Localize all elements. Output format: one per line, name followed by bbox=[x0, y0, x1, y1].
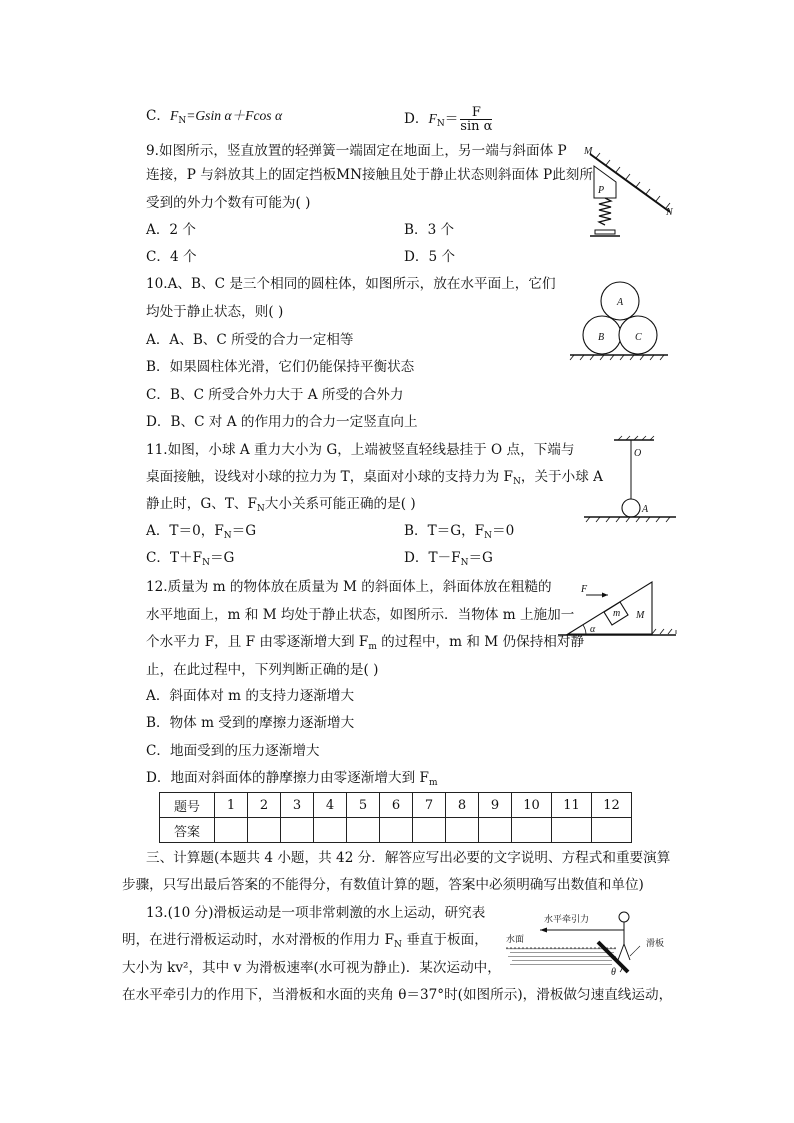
q10-option-a: A．A、B、C 所受的合力一定相等 bbox=[146, 332, 354, 348]
question-number-cell: 2 bbox=[248, 793, 281, 818]
q10-figure bbox=[566, 280, 670, 362]
q9-stem-line1: 9.如图所示，竖直放置的轻弹簧一端固定在地面上，另一端与斜面体 P bbox=[146, 143, 567, 159]
answer-cell bbox=[281, 818, 314, 843]
question-number-cell: 5 bbox=[347, 793, 380, 818]
q12-label-big-m: M bbox=[636, 610, 645, 621]
question-number-cell: 8 bbox=[446, 793, 479, 818]
q10-option-d: D．B、C 对 A 的作用力的合力一定竖直向上 bbox=[146, 414, 418, 430]
q12-label-f: F bbox=[581, 584, 588, 595]
q8-option-d: D．$F_N=$ $\frac{F}{\text{sin α}}$ bbox=[404, 105, 493, 134]
q12-option-c: C．地面受到的压力逐渐增大 bbox=[146, 743, 320, 759]
question-number-cell: 4 bbox=[314, 793, 347, 818]
q10-option-b: B．如果圆柱体光滑，它们仍能保持平衡状态 bbox=[146, 359, 415, 375]
answer-cell bbox=[413, 818, 446, 843]
section3-heading-line1: 三、计算题(本题共 4 小题，共 42 分．解答应写出必要的文字说明、方程式和重要演算 bbox=[146, 850, 671, 866]
q12-stem-line4: 止，在此过程中，下列判断正确的是( ) bbox=[146, 662, 379, 678]
q9-option-a: A．2 个 bbox=[146, 222, 196, 238]
q9-label-m: M bbox=[584, 146, 593, 157]
q12-stem-line2: 水平地面上，m 和 M 均处于静止状态，如图所示．当物体 m 上施加一 bbox=[146, 607, 575, 623]
q11-stem-line1: 11.如图，小球 A 重力大小为 G，上端被竖直轻线悬挂于 O 点，下端与 bbox=[146, 442, 575, 458]
q13-stem-line4: 在水平牵引力的作用下，当滑板和水面的夹角 θ＝37°时(如图所示)，滑板做匀速直线运动， bbox=[122, 987, 673, 1003]
q12-label-alpha: α bbox=[590, 624, 596, 635]
answer-cell bbox=[552, 818, 592, 843]
q12-option-b: B．物体 m 受到的摩擦力逐渐增大 bbox=[146, 715, 355, 731]
answer-cell bbox=[479, 818, 512, 843]
q9-option-b: B．3 个 bbox=[404, 222, 455, 238]
q10-stem-line1: 10.A、B、C 是三个相同的圆柱体，如图所示，放在水平面上，它们 bbox=[146, 276, 556, 292]
question-number-cell: 12 bbox=[592, 793, 632, 818]
question-number-cell: 3 bbox=[281, 793, 314, 818]
q9-stem-line3: 受到的外力个数有可能为( ) bbox=[146, 195, 311, 211]
question-number-cell: 7 bbox=[413, 793, 446, 818]
answer-table-answer-row bbox=[160, 818, 632, 843]
q10-label-a: A bbox=[617, 297, 624, 308]
q10-stem-line2: 均处于静止状态，则( ) bbox=[146, 304, 284, 320]
q9-stem-line2: 连接，P 与斜放其上的固定挡板MN接触且处于静止状态则斜面体 P此刻所 bbox=[146, 167, 593, 183]
q9-option-d: D．5 个 bbox=[404, 249, 456, 265]
answer-cell bbox=[446, 818, 479, 843]
q10-label-b: B bbox=[598, 332, 605, 343]
q13-label-pull-force: 水平牵引力 bbox=[544, 915, 590, 925]
answer-table-row-label: 答案 bbox=[160, 818, 215, 843]
q10-option-c: C．B、C 所受合外力大于 A 所受的合外力 bbox=[146, 387, 404, 403]
q13-stem-line3: 大小为 kv²，其中 v 为滑板速率(水可视为静止)．某次运动中， bbox=[122, 960, 501, 976]
q11-option-a: A．T＝0，$F_N=G$ bbox=[146, 523, 257, 541]
question-number-cell: 6 bbox=[380, 793, 413, 818]
q12-option-a: A．斜面体对 m 的支持力逐渐增大 bbox=[146, 688, 355, 704]
q12-stem-line3: 个水平力 F，且 F 由零逐渐增大到 $F_m$ 的过程中，m 和 M 仍保持相对静 bbox=[146, 634, 585, 652]
answer-cell bbox=[215, 818, 248, 843]
q11-stem-line2: 桌面接触，设线对小球的拉力为 T，桌面对小球的支持力为 $F_N$，关于小球 A bbox=[146, 469, 603, 487]
q13-label-board: 滑板 bbox=[646, 939, 665, 949]
q13-stem-line1: 13.(10 分)滑板运动是一项非常刺激的水上运动，研究表 bbox=[146, 905, 486, 921]
q13-label-theta: θ bbox=[611, 967, 616, 978]
q11-figure bbox=[582, 436, 678, 524]
answer-cell bbox=[380, 818, 413, 843]
q8-option-c: C．$F_N=Gsin$ α＋Fcos α bbox=[146, 108, 283, 126]
question-number-cell: 11 bbox=[552, 793, 592, 818]
q10-label-c: C bbox=[635, 332, 642, 343]
answer-table-header-label: 题号 bbox=[160, 793, 215, 818]
q13-stem-line2: 明，在进行滑板运动时，水对滑板的作用力 $F_N$ 垂直于板面， bbox=[122, 932, 488, 950]
q12-label-m: m bbox=[613, 608, 621, 619]
q11-option-d: D．$T-F_N=G$ bbox=[404, 550, 493, 568]
answer-cell bbox=[592, 818, 632, 843]
q13-label-water-surface: 水面 bbox=[506, 935, 525, 945]
q12-figure bbox=[556, 578, 678, 640]
q11-option-c: C．$T+F_N=G$ bbox=[146, 550, 235, 568]
q13-figure bbox=[500, 908, 680, 980]
q11-option-b: B．T＝G，$F_N=0$ bbox=[404, 523, 515, 541]
q9-label-p: P bbox=[598, 185, 605, 196]
q9-figure bbox=[582, 144, 678, 246]
q12-stem-line1: 12.质量为 m 的物体放在质量为 M 的斜面体上，斜面体放在粗糙的 bbox=[146, 579, 552, 595]
section3-heading-line2: 步骤，只写出最后答案的不能得分，有数值计算的题，答案中必须明确写出数值和单位) bbox=[122, 877, 644, 893]
answer-cell bbox=[248, 818, 281, 843]
answer-cell bbox=[347, 818, 380, 843]
q9-option-c: C．4 个 bbox=[146, 249, 197, 265]
question-number-cell: 9 bbox=[479, 793, 512, 818]
q11-stem-line3: 静止时，G、T、$F_N$大小关系可能正确的是( ) bbox=[146, 496, 416, 514]
q9-label-n: N bbox=[666, 207, 673, 218]
fraction: $\frac{F}{\text{sin α}}$ bbox=[460, 105, 493, 134]
answer-table bbox=[159, 792, 632, 843]
q11-label-o: O bbox=[634, 448, 642, 459]
q12-option-d: D．地面对斜面体的静摩擦力由零逐渐增大到 $F_m$ bbox=[146, 770, 438, 788]
q11-label-a: A bbox=[642, 504, 649, 515]
question-number-cell: 10 bbox=[512, 793, 552, 818]
answer-cell bbox=[512, 818, 552, 843]
question-number-cell: 1 bbox=[215, 793, 248, 818]
answer-cell bbox=[314, 818, 347, 843]
answer-table-header-row bbox=[160, 793, 632, 818]
